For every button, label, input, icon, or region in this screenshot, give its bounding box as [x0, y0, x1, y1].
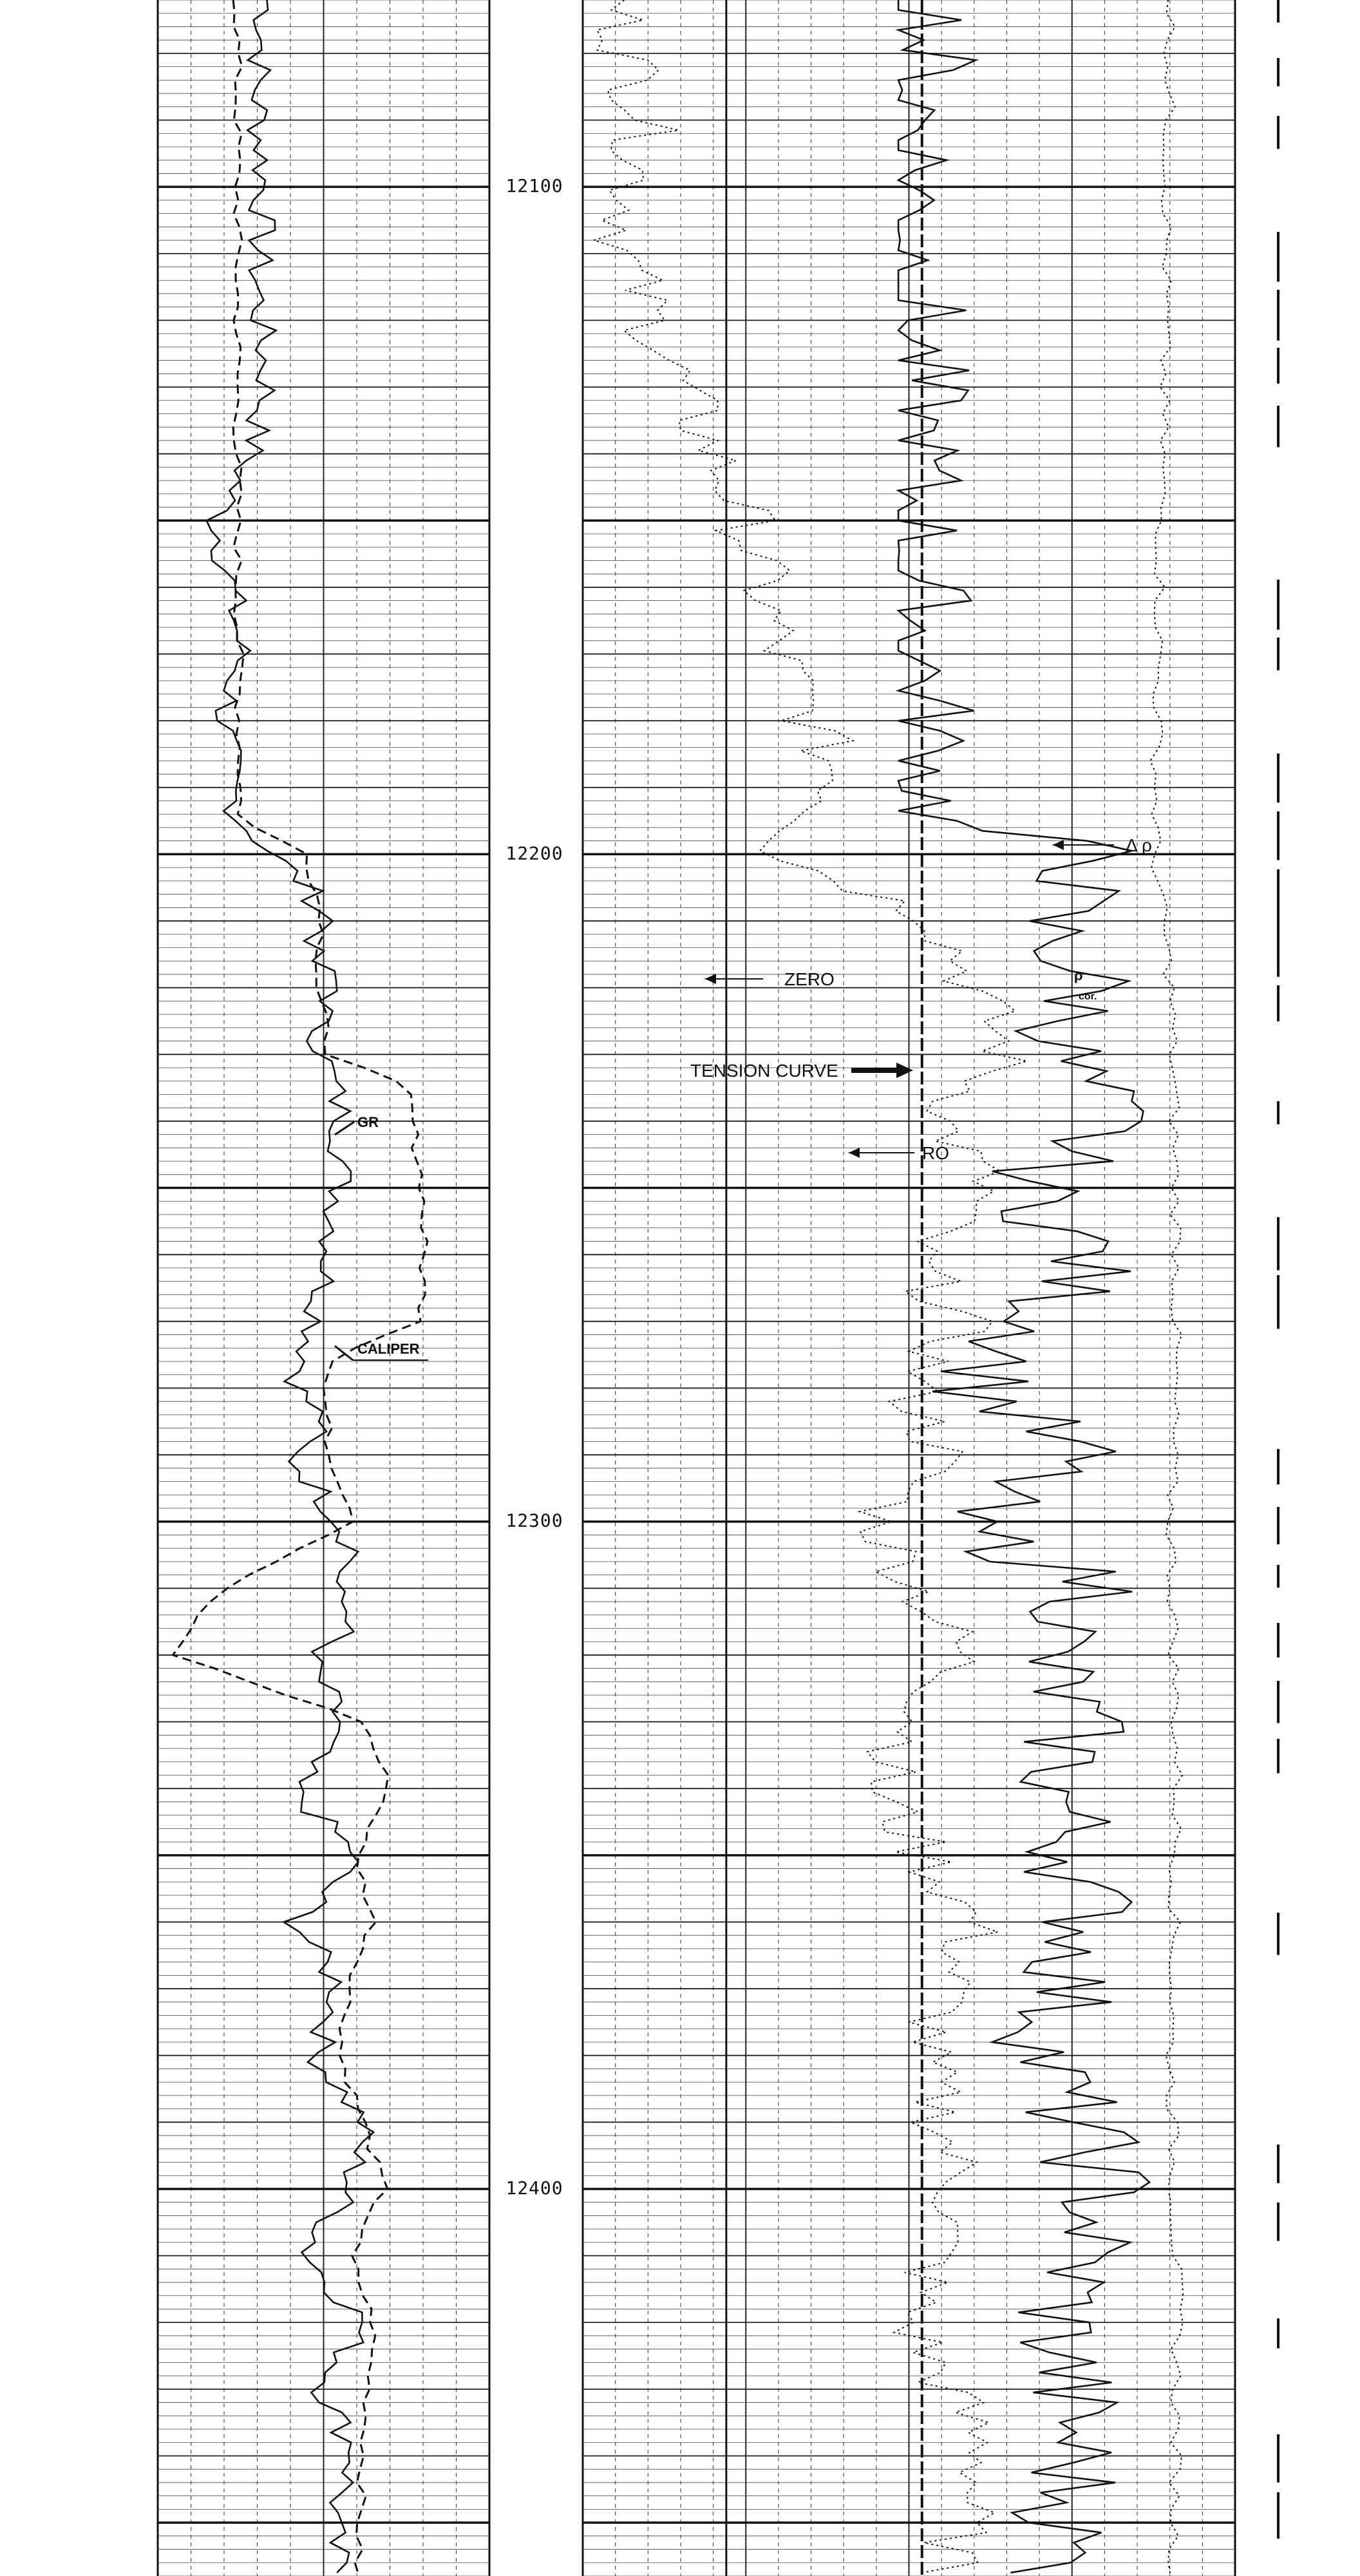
delta-rho-label: Δ ρ: [1126, 835, 1152, 855]
depth-tick-label: 12300: [505, 1510, 563, 1531]
cor-label: cor.: [1079, 991, 1097, 1002]
tension-curve-label: TENSION CURVE: [690, 1061, 838, 1081]
caliper-label: CALIPER: [357, 1341, 420, 1357]
depth-tick-label: 12400: [505, 2177, 563, 2199]
zero-label: ZERO: [784, 969, 835, 989]
depth-tick-label: 12200: [505, 842, 563, 864]
ro-label: RO: [922, 1143, 949, 1163]
gr-label: GR: [357, 1114, 379, 1130]
depth-tick-label: 12100: [505, 175, 563, 197]
rho-label: ρ: [1074, 967, 1083, 983]
